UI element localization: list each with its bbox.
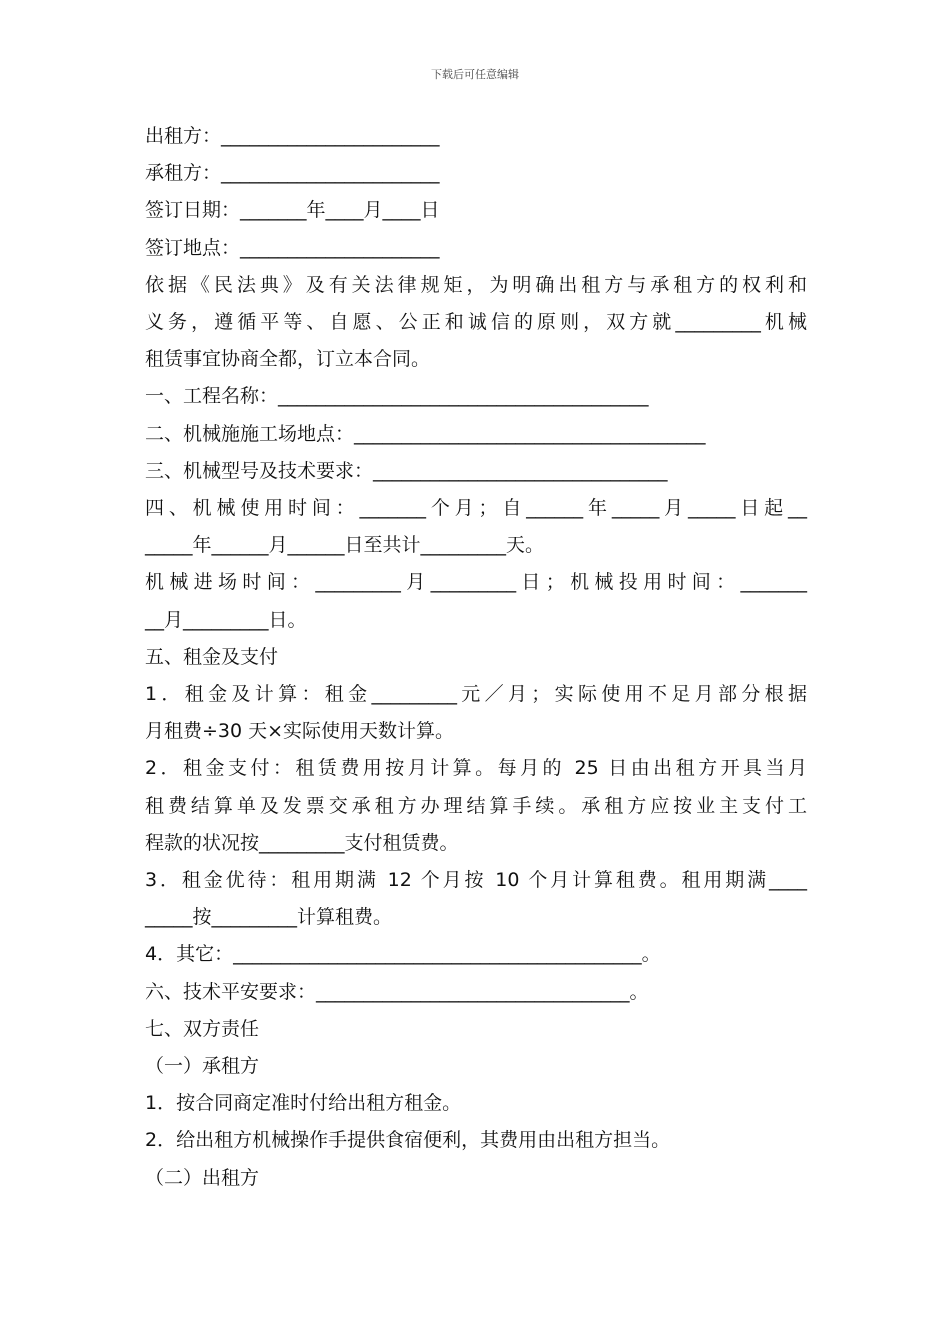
rent-payment-line-3: 程款的状况按_________支付租赁费。 <box>145 831 459 854</box>
section-7-heading: 七、双方责任 <box>145 1017 260 1040</box>
lessor-subheading: （二）出租方 <box>145 1166 260 1189</box>
signing-date-line: 签订日期：_______年____月____日 <box>145 199 440 222</box>
lessee-duty-2: 2．给出租方机械操作手提供食宿便利，其费用由出租方担当。 <box>145 1129 671 1152</box>
machine-model-line: 三、机械型号及技术要求：_______________________________ <box>145 459 668 482</box>
contract-body <box>145 118 807 1197</box>
technical-safety-line: 六、技术平安要求：_________________________________。 <box>145 980 649 1003</box>
site-location-line: 二、机械施施工场地点：_____________________________________ <box>145 422 706 445</box>
lessee-subheading: （一）承租方 <box>145 1055 260 1078</box>
lessee-duty-1: 1．按合同商定准时付给出租方租金。 <box>145 1092 462 1115</box>
page-header: 下载后可任意编辑 <box>431 68 519 81</box>
rent-discount-line-1: 3．租金优待：租用期满 12 个月按 10 个月计算租费。租用期满____ <box>145 869 807 892</box>
lessor-line: 出租方：_______________________ <box>145 125 440 147</box>
section-5-heading: 五、租金及支付 <box>145 645 279 668</box>
lessee-line: 承租方：_______________________ <box>145 162 440 185</box>
usage-time-line-2: _____年______月______日至共计_________天。 <box>145 534 545 557</box>
project-name-line: 一、工程名称：_______________________________________ <box>145 385 649 408</box>
rent-payment-line-2: 租费结算单及发票交承租方办理结算手续。承租方应按业主支付工 <box>145 794 807 817</box>
other-line: 4．其它：___________________________________________。 <box>145 943 661 966</box>
entry-time-line-2: __月_________日。 <box>145 608 307 631</box>
rent-payment-line-1: 2．租金支付：租赁费用按月计算。每月的 25 日由出租方开具当月 <box>145 757 807 780</box>
rent-discount-line-2: _____按_________计算租费。 <box>145 906 393 929</box>
usage-time-line-1: 四、机械使用时间：_______个月；自______年_____月_____日起__ <box>145 497 807 520</box>
entry-time-line-1: 机械进场时间：_________月_________日；机械投用时间：_______ <box>145 571 807 594</box>
preamble-line-2: 义务，遵循平等、自愿、公正和诚信的原则，双方就_________机械 <box>145 311 807 334</box>
rent-calc-line-1: 1．租金及计算：租金_________元／月；实际使用不足月部分根据 <box>145 683 807 706</box>
preamble-line-1: 依据《民法典》及有关法律规矩，为明确出租方与承租方的权利和 <box>145 273 807 296</box>
preamble-line-3: 租赁事宜协商全都，订立本合同。 <box>145 348 431 371</box>
signing-place-line: 签订地点：_____________________ <box>145 236 440 259</box>
rent-calc-line-2: 月租费÷30 天×实际使用天数计算。 <box>145 720 455 743</box>
